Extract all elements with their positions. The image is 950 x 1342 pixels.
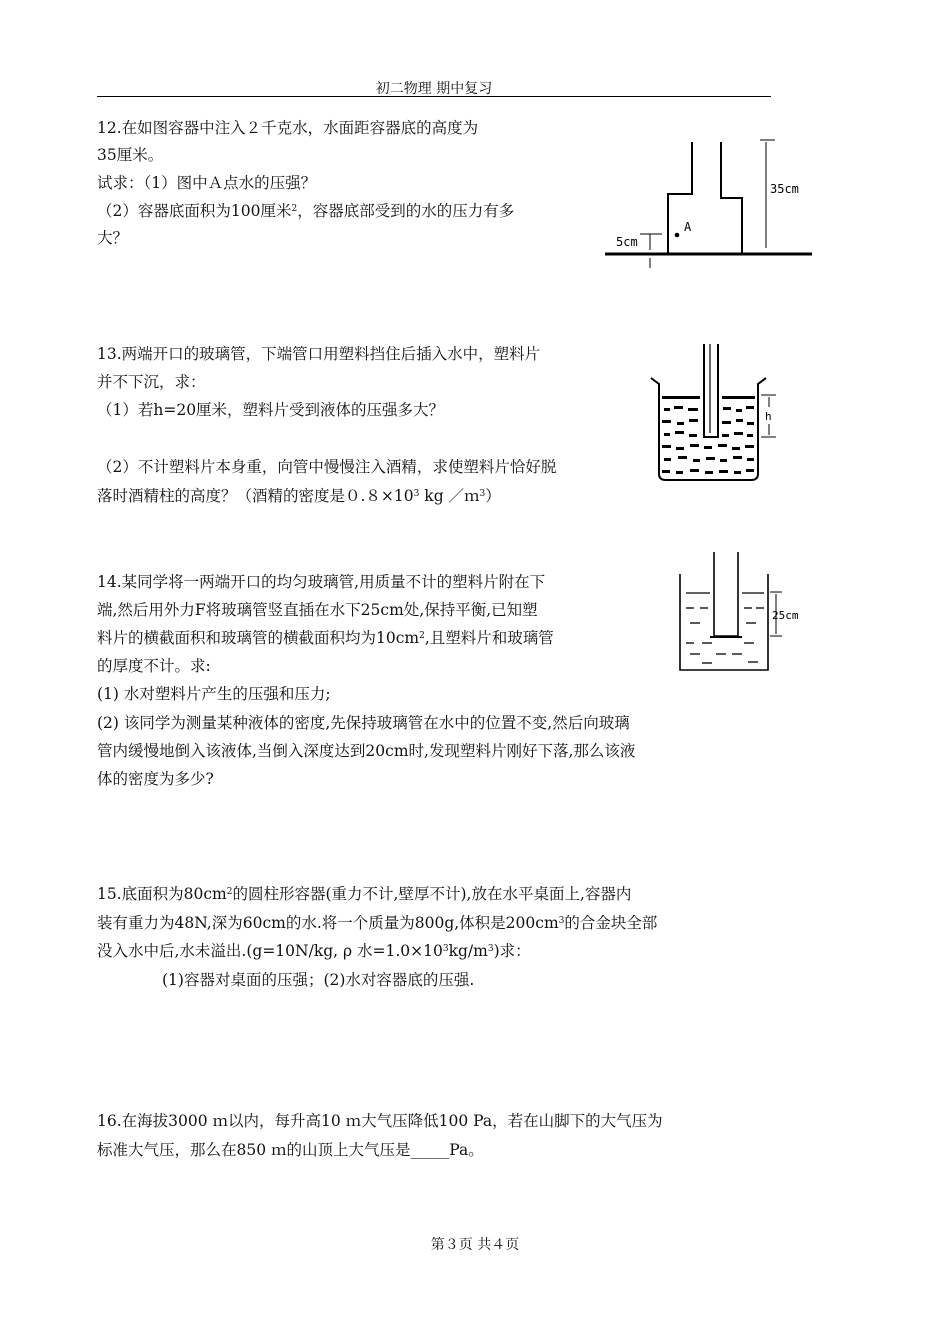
q14-line-3: 料片的横截面积和玻璃管的横截面积均为$10cm^2$,且塑料片和玻璃管 [97, 629, 554, 647]
q15-line-4: (1)容器对桌面的压强；(2)水对容器底的压强. [162, 971, 475, 989]
q12-label-5cm: 5cm [616, 235, 638, 249]
q12-container-figure [600, 130, 820, 270]
q13-line-2: 并不下沉，求： [97, 373, 206, 391]
q12-line-4: （2）容器底面积为100厘米$^2$，容器底部受到的水的压力有多 [97, 202, 515, 220]
q12-line-1: 12.在如图容器中注入２千克水，水面距容器底的高度为 [97, 119, 479, 137]
q14-line-4: 的厚度不计。求: [97, 657, 211, 675]
q14-tube-figure [672, 548, 812, 673]
q14-line-7: 管内缓慢地倒入该液体,当倒入深度达到20cm时,发现塑料片刚好下落,那么该液 [97, 742, 636, 760]
q13-line-1: 13.两端开口的玻璃管，下端管口用塑料挡住后插入水中，塑料片 [97, 345, 541, 363]
q13-beaker-figure [648, 340, 783, 485]
header-rule [97, 96, 771, 97]
q16-line-2: 标准大气压，那么在850 ｍ的山顶上大气压是_____Pa。 [97, 1141, 484, 1159]
q12-label-a: A [684, 220, 692, 234]
q16-line-1: 16.在海拔3000 ｍ以内，每升高10 ｍ大气压降低100 Pa，若在山脚下的大气压为 [97, 1112, 663, 1130]
q12-line-5: 大？ [97, 229, 129, 247]
q14-line-8: 体的密度为多少? [97, 770, 214, 788]
q14-line-1: 14.某同学将一两端开口的均匀玻璃管,用质量不计的塑料片附在下 [97, 573, 546, 591]
q13-line-3: （1）若h=20厘米，塑料片受到液体的压强多大？ [97, 401, 445, 419]
q15-line-3: 没入水中后,水未溢出.(g=10N/kg, ρ 水$=1.0\times 10^3kg/m^3$)求： [97, 942, 531, 960]
q14-line-6: (2) 该同学为测量某种液体的密度,先保持玻璃管在水中的位置不变,然后向玻璃 [97, 714, 630, 732]
q14-line-2: 端,然后用外力F将玻璃管竖直插在水下25cm处,保持平衡,已知塑 [97, 601, 538, 619]
q15-line-2: 装有重力为48N,深为60cm的水.将一个质量为800g,体积是$200cm^3$的合金块全部 [97, 914, 658, 932]
q12-line-3: 试求：（1）图中Ａ点水的压强？ [97, 174, 317, 192]
q14-line-5: (1) 水对塑料片产生的压强和压力; [97, 685, 331, 703]
q13-label-h: h [765, 410, 772, 423]
q13-line-4: （2）不计塑料片本身重，向管中慢慢注入酒精，求使塑料片恰好脱 [97, 458, 557, 476]
page-footer: 第３页 共４页 [430, 1237, 520, 1253]
q12-label-35cm: 35cm [770, 182, 799, 196]
q13-line-5: 落时酒精柱的高度？（酒精的密度是$0.8\times 10^3$ kg ／ｍ$^3$） [97, 487, 501, 505]
q15-line-1: 15.底面积为$80cm^2$的圆柱形容器(重力不计,壁厚不计),放在水平桌面上,容器内 [97, 885, 632, 903]
q14-label-25cm: 25cm [772, 609, 799, 622]
page-header-title: 初二物理 期中复习 [375, 81, 493, 97]
q12-line-2: 35厘米。 [97, 146, 164, 164]
